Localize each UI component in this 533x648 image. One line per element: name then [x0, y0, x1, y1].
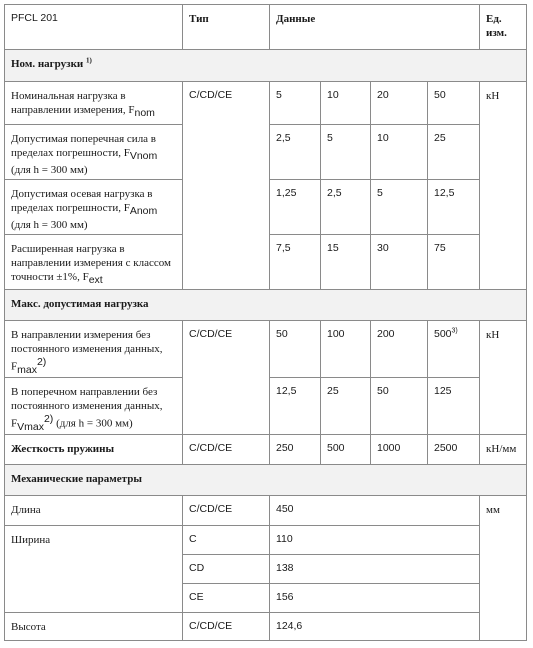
- value-fvnom-3: 10: [371, 125, 428, 180]
- table-row-stiffness: [5, 434, 527, 464]
- unit-nominal: кН: [480, 82, 527, 290]
- row-label-length: Длина: [5, 495, 183, 525]
- value-fext-4: 75: [428, 235, 480, 290]
- row-label-fvnom-sub: Vnom: [129, 150, 158, 163]
- header-unit-line2: изм.: [486, 27, 507, 39]
- row-label-fmax-text: В направлении измерения без постоянного изменения данных, F: [11, 329, 163, 373]
- value-stiffness-4: 2500: [428, 434, 480, 464]
- value-fmax-4-text: 500: [434, 328, 452, 340]
- row-label-fnom-text: Номинальная нагрузка в направлении измерения, F: [11, 90, 135, 116]
- type-length: C/CD/CE: [183, 495, 270, 525]
- section-nominal: [5, 50, 527, 82]
- value-width-ce: 156: [270, 583, 480, 612]
- value-height: 124,6: [270, 612, 480, 640]
- unit-mech: мм: [480, 495, 527, 640]
- value-fnom-1: 5: [270, 82, 321, 125]
- header-unit: [480, 5, 527, 50]
- row-label-fanom-sub: Anom: [129, 205, 158, 218]
- row-label-fnom-sub: nom: [134, 107, 155, 120]
- type-height: C/CD/CE: [183, 612, 270, 640]
- value-fmax-4-footnote: 3): [451, 327, 458, 335]
- row-label-height: Высота: [5, 612, 183, 640]
- row-label-fanom-text: Допустимая осевая нагрузка в пределах погрешности, F: [11, 188, 153, 214]
- row-label-fvnom-text: Допустимая поперечная сила в пределах погрешности, F: [11, 133, 157, 159]
- value-fvmax-1: 12,5: [270, 377, 321, 434]
- table-row-height: [5, 612, 527, 640]
- type-stiffness: C/CD/CE: [183, 434, 270, 464]
- row-label-fvnom-suffix: (для h = 300 мм): [11, 164, 88, 177]
- value-fnom-3: 20: [371, 82, 428, 125]
- row-label-fvnom: [5, 125, 183, 180]
- header-unit-line1: Ед.: [486, 13, 502, 25]
- value-fnom-2: 10: [321, 82, 371, 125]
- value-fext-3: 30: [371, 235, 428, 290]
- value-fmax-4: [428, 321, 480, 378]
- section-mech: Механические параметры: [5, 464, 527, 495]
- value-fvmax-2: 25: [321, 377, 371, 434]
- row-label-fvmax-text: В поперечном направлении без постоянного изменения данных, F: [11, 385, 163, 430]
- value-fanom-2: 2,5: [321, 180, 371, 235]
- value-fext-1: 7,5: [270, 235, 321, 290]
- value-fnom-4: 50: [428, 82, 480, 125]
- row-label-fanom: [5, 180, 183, 235]
- value-fanom-4: 12,5: [428, 180, 480, 235]
- value-fvnom-2: 5: [321, 125, 371, 180]
- row-label-fanom-suffix: (для h = 300 мм): [11, 219, 88, 232]
- specifications-table: [4, 4, 527, 641]
- value-fvnom-4: 25: [428, 125, 480, 180]
- row-label-fext-text: Расширенная нагрузка в направлении измерения с классом точности ±1%, F: [11, 243, 171, 283]
- row-label-fmax-sub: max: [17, 363, 37, 376]
- value-width-cd: 138: [270, 554, 480, 583]
- unit-stiffness: кН/мм: [480, 434, 527, 464]
- header-model: PFCL 201: [5, 5, 183, 50]
- row-label-fext-sub: ext: [88, 274, 103, 287]
- type-max: C/CD/CE: [183, 321, 270, 435]
- row-label-stiffness: Жесткость пружины: [5, 434, 183, 464]
- value-fvnom-1: 2,5: [270, 125, 321, 180]
- unit-max: кН: [480, 321, 527, 435]
- value-fanom-1: 1,25: [270, 180, 321, 235]
- table-row-fmax: [5, 321, 527, 378]
- type-width-ce: CE: [183, 583, 270, 612]
- value-fext-2: 15: [321, 235, 371, 290]
- value-length: 450: [270, 495, 480, 525]
- value-fmax-2: 100: [321, 321, 371, 378]
- value-stiffness-3: 1000: [371, 434, 428, 464]
- value-fmax-3: 200: [371, 321, 428, 378]
- row-label-fnom: [5, 82, 183, 125]
- section-mech-row: [5, 464, 527, 495]
- value-fvmax-3: 50: [371, 377, 428, 434]
- table-row-width-c: [5, 525, 527, 554]
- section-max: Макс. допустимая нагрузка: [5, 290, 527, 321]
- section-max-row: [5, 290, 527, 321]
- section-nominal-row: [5, 50, 527, 82]
- type-nominal: C/CD/CE: [183, 82, 270, 290]
- value-stiffness-1: 250: [270, 434, 321, 464]
- row-label-fvmax: [5, 377, 183, 434]
- row-label-fvmax-suffix: (для h = 300 мм): [53, 417, 133, 430]
- row-label-fvmax-sub: Vmax: [17, 420, 44, 433]
- header-data: Данные: [270, 5, 480, 50]
- value-fvmax-4: 125: [428, 377, 480, 434]
- section-nominal-label: Ном. нагрузки: [11, 58, 84, 70]
- row-label-fmax-sup: 2): [36, 356, 47, 368]
- table-header-row: [5, 5, 527, 50]
- section-nominal-footnote: 1): [86, 56, 92, 65]
- table-row-fnom: [5, 82, 527, 125]
- type-width-c: C: [183, 525, 270, 554]
- row-label-width: Ширина: [5, 525, 183, 612]
- value-width-c: 110: [270, 525, 480, 554]
- value-fmax-1: 50: [270, 321, 321, 378]
- value-fanom-3: 5: [371, 180, 428, 235]
- value-stiffness-2: 500: [321, 434, 371, 464]
- row-label-fvmax-sup: 2): [43, 412, 54, 425]
- row-label-fext: [5, 235, 183, 290]
- type-width-cd: CD: [183, 554, 270, 583]
- table-row-length: [5, 495, 527, 525]
- header-type: Тип: [183, 5, 270, 50]
- row-label-fmax: [5, 321, 183, 378]
